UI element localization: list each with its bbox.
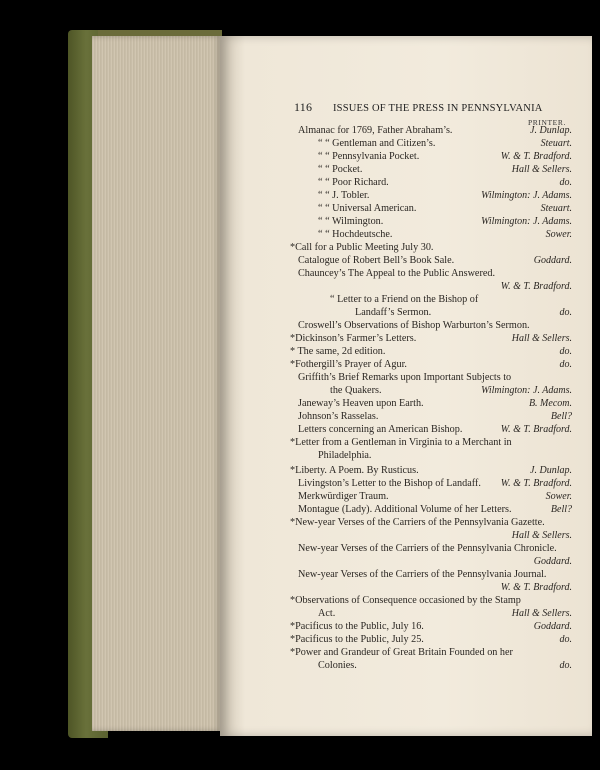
entry-printer: Hall & Sellers. bbox=[511, 333, 572, 344]
entry-title: Janeway’s Heaven upon Earth. bbox=[298, 398, 424, 409]
entry-title: *Call for a Public Meeting July 30. bbox=[290, 242, 434, 253]
entry-title: “ “ J. Tobler. bbox=[318, 190, 370, 201]
entry-title: Johnson’s Rasselas. bbox=[298, 411, 379, 422]
entry-title: Merkwürdiger Traum. bbox=[298, 491, 389, 502]
entry-title: *New-year Verses of the Carriers of the Pennsylvania Gazette. bbox=[290, 517, 545, 528]
entry-printer: Steuart. bbox=[540, 203, 572, 214]
entry-title: Griffith’s Brief Remarks upon Important Subjects to bbox=[298, 372, 512, 383]
entry-printer: Wilmington: J. Adams. bbox=[481, 190, 572, 201]
entry-printer: Goddard. bbox=[533, 556, 572, 567]
entry-title: “ “ Pocket. bbox=[318, 164, 363, 175]
entry-printer: Bell? bbox=[550, 411, 572, 422]
entry-title: Colonies. bbox=[318, 660, 357, 671]
entry-printer: W. & T. Bradford. bbox=[500, 478, 572, 489]
entry-printer: W. & T. Bradford. bbox=[500, 582, 572, 593]
running-title: ISSUES OF THE PRESS IN PENNSYLVANIA bbox=[332, 103, 543, 114]
entry-title: *Letter from a Gentleman in Virginia to a Merchant in bbox=[290, 437, 512, 448]
entry-printer: do. bbox=[559, 660, 572, 671]
entry-title: “ “ Pennsylvania Pocket. bbox=[318, 151, 420, 162]
entry-title: Catalogue of Robert Bell’s Book Sale. bbox=[298, 255, 455, 266]
entry-printer: Hall & Sellers. bbox=[511, 608, 572, 619]
entry-title: *Dickinson’s Farmer’s Letters. bbox=[290, 333, 417, 344]
entry-printer: Sower. bbox=[545, 491, 572, 502]
entry-title: Livingston’s Letter to the Bishop of Landaff. bbox=[298, 478, 481, 489]
entry-title: “ “ Poor Richard. bbox=[318, 177, 389, 188]
entry-printer: Hall & Sellers. bbox=[511, 530, 572, 541]
entry-title: New-year Verses of the Carriers of the Pennsylvania Chronicle. bbox=[298, 543, 557, 554]
entry-printer: do. bbox=[559, 634, 572, 645]
entry-title: *Fothergill’s Prayer of Agur. bbox=[290, 359, 407, 370]
printer-column-heading: PRINTER. bbox=[528, 118, 566, 127]
entry-printer: B. Mecom. bbox=[528, 398, 572, 409]
entry-title: Chauncey’s The Appeal to the Public Answered. bbox=[298, 268, 496, 279]
entry-title: Landaff’s Sermon. bbox=[355, 307, 432, 318]
entry-title: Almanac for 1769, Father Abraham’s. bbox=[298, 125, 453, 136]
entry-title: *Pacificus to the Public, July 16. bbox=[290, 621, 424, 632]
entry-title: “ “ Hochdeutsche. bbox=[318, 229, 393, 240]
entry-printer: W. & T. Bradford. bbox=[500, 424, 572, 435]
entry-title: Act. bbox=[318, 608, 336, 619]
entry-printer: W. & T. Bradford. bbox=[500, 151, 572, 162]
entry-title: *Pacificus to the Public, July 25. bbox=[290, 634, 424, 645]
entry-title: Montague (Lady). Additional Volume of her Letters. bbox=[298, 504, 512, 515]
entry-title: the Quakers. bbox=[330, 385, 382, 396]
entry-printer: Steuart. bbox=[540, 138, 572, 149]
entry-title: *Observations of Consequence occasioned by the Stamp bbox=[290, 595, 521, 606]
entry-title: “ “ Gentleman and Citizen’s. bbox=[318, 138, 436, 149]
page-edges bbox=[92, 36, 222, 731]
entry-printer: Goddard. bbox=[533, 255, 572, 266]
page-number: 116 bbox=[294, 100, 313, 114]
entry-printer: Sower. bbox=[545, 229, 572, 240]
entry-printer: do. bbox=[559, 346, 572, 357]
page-header bbox=[294, 100, 543, 115]
entry-title: * The same, 2d edition. bbox=[290, 346, 386, 357]
entry-printer: Bell? bbox=[550, 504, 572, 515]
entry-printer: Wilmington: J. Adams. bbox=[481, 385, 572, 396]
entry-printer: do. bbox=[559, 359, 572, 370]
entry-title: Philadelphia. bbox=[318, 450, 372, 461]
entry-title: New-year Verses of the Carriers of the Pennsylvania Journal. bbox=[298, 569, 547, 580]
entry-title: *Liberty. A Poem. By Rusticus. bbox=[290, 465, 419, 476]
entry-printer: do. bbox=[559, 307, 572, 318]
entry-printer: Hall & Sellers. bbox=[511, 164, 572, 175]
entry-printer: Wilmington: J. Adams. bbox=[481, 216, 572, 227]
entry-printer: do. bbox=[559, 177, 572, 188]
entry-title: “ “ Universal American. bbox=[318, 203, 417, 214]
entry-title: “ “ Wilmington. bbox=[318, 216, 384, 227]
entry-printer: Goddard. bbox=[533, 621, 572, 632]
entry-title: “ Letter to a Friend on the Bishop of bbox=[330, 294, 479, 305]
entry-printer: W. & T. Bradford. bbox=[500, 281, 572, 292]
entry-title: *Power and Grandeur of Great Britain Founded on her bbox=[290, 647, 513, 658]
entry-printer: J. Dunlap. bbox=[530, 125, 572, 136]
entry-title: Croswell’s Observations of Bishop Warburton’s Sermon. bbox=[298, 320, 530, 331]
entry-printer: J. Dunlap. bbox=[530, 465, 572, 476]
entry-title: Letters concerning an American Bishop. bbox=[298, 424, 463, 435]
